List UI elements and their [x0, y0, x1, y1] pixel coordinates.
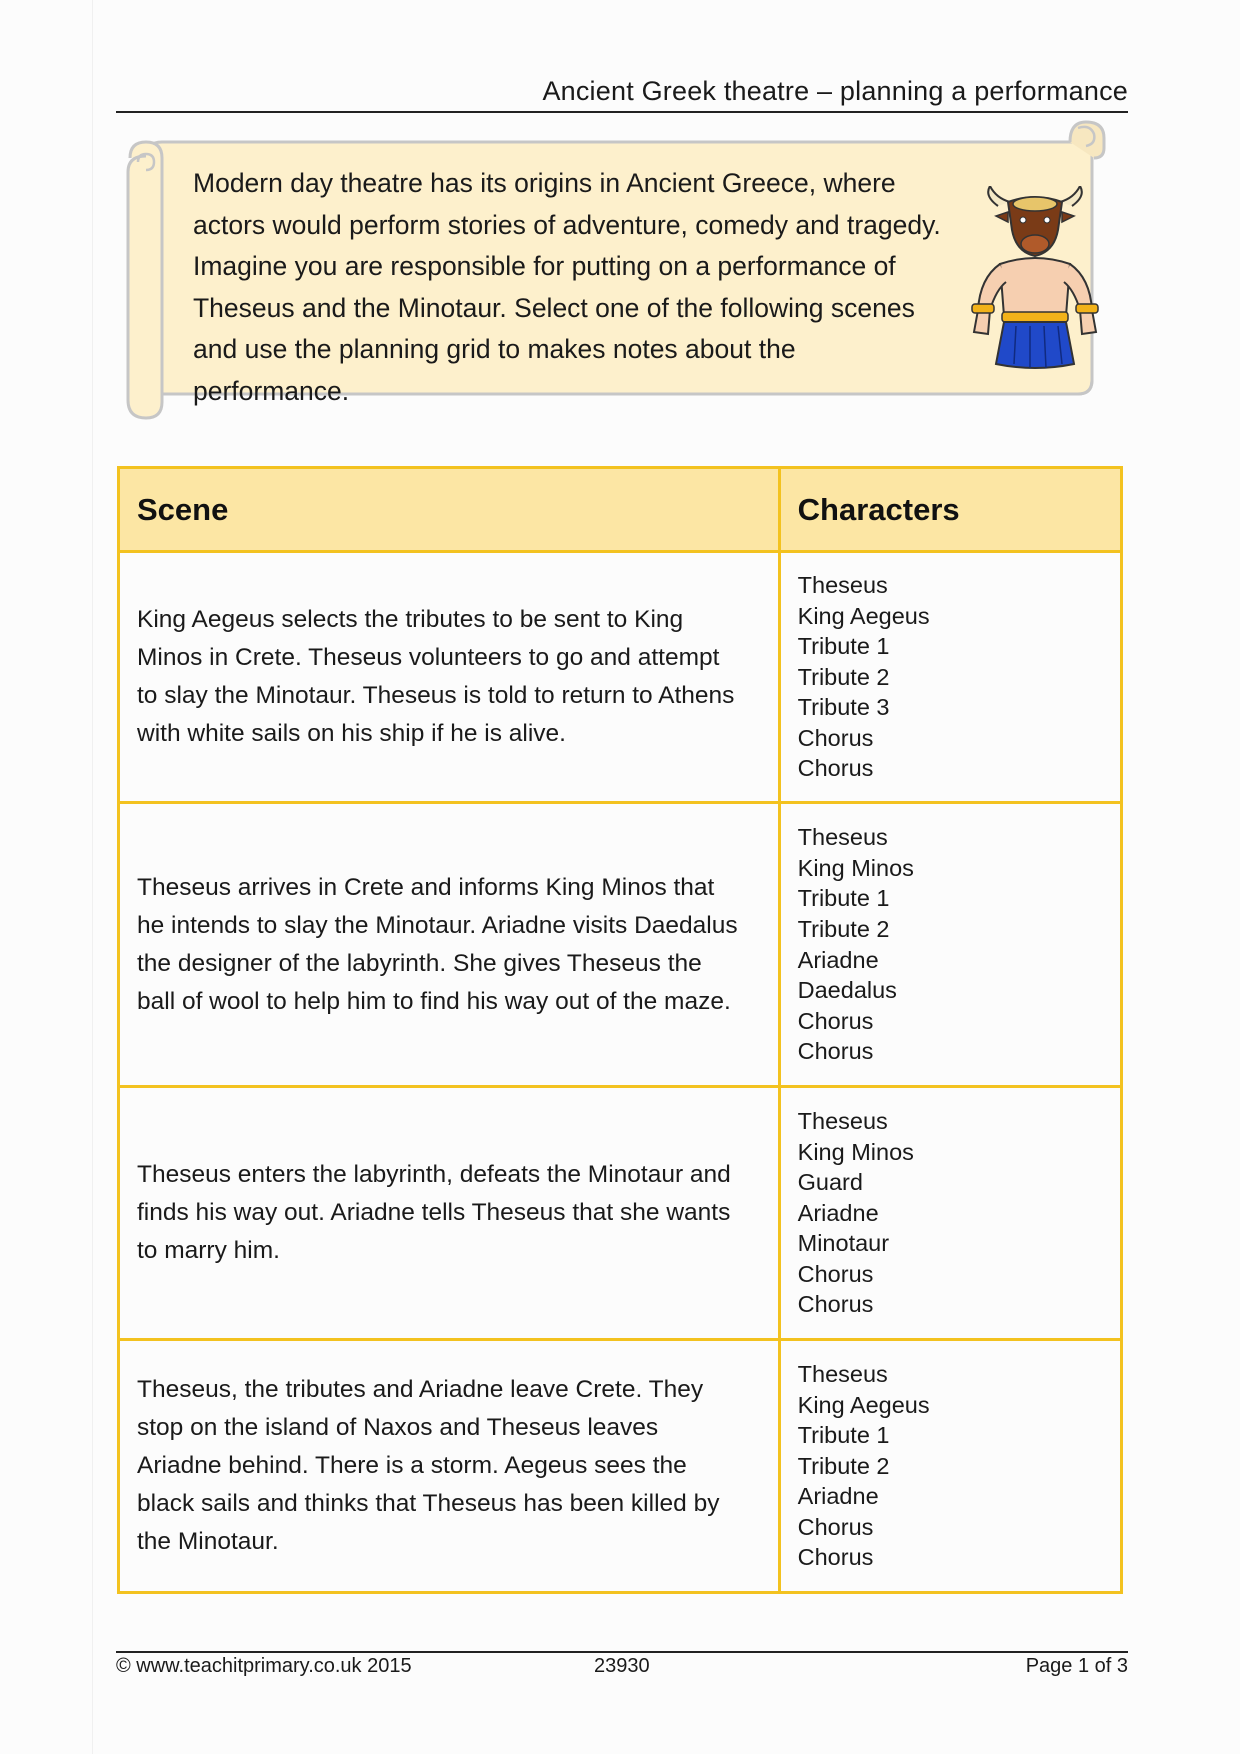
character-item: Theseus: [797, 571, 888, 598]
table-header-row: [119, 468, 1122, 552]
table-row: [119, 803, 1122, 1087]
table-row: [119, 1340, 1122, 1593]
scene-description: Theseus arrives in Crete and informs King Minos that he intends to slay the Minotaur. Ariadne visits Daedalus the designer of the labyrinth. She gives Theseus the ball of wool to help him to find his way out of the maze.: [119, 803, 780, 1087]
character-item: Guard: [797, 1169, 863, 1196]
character-item: Ariadne: [797, 946, 879, 973]
planning-table: [117, 466, 1123, 1594]
character-item: Chorus: [797, 1038, 874, 1065]
scene-description: Theseus enters the labyrinth, defeats the Minotaur and finds his way out. Ariadne tells Theseus that she wants to marry him.: [119, 1087, 780, 1340]
character-item: Daedalus: [797, 977, 897, 1004]
page-edge: [92, 0, 93, 1754]
character-item: Chorus: [797, 1544, 874, 1571]
scene-column-header: Scene: [119, 468, 780, 552]
character-list: [798, 822, 1120, 1067]
character-item: Chorus: [797, 1260, 874, 1287]
character-item: King Minos: [797, 854, 914, 881]
character-item: Chorus: [797, 1007, 874, 1034]
page-title: Ancient Greek theatre – planning a performance: [542, 76, 1128, 106]
character-item: Chorus: [797, 724, 874, 751]
character-item: Ariadne: [797, 1483, 879, 1510]
character-item: Tribute 1: [797, 633, 890, 660]
intro-line: Imagine you are responsible for putting on a performance of: [193, 251, 896, 281]
scene-description: Theseus, the tributes and Ariadne leave Crete. They stop on the island of Naxos and Theseus leaves Ariadne behind. There is a storm. Aegeus sees the black sails and thinks that Theseus has been killed by the Minotaur.: [119, 1340, 780, 1593]
minotaur-illustration: [960, 186, 1110, 386]
character-item: Tribute 2: [797, 915, 890, 942]
character-item: Tribute 3: [797, 694, 890, 721]
character-item: Theseus: [797, 1360, 888, 1387]
footer-page-number: Page 1 of 3: [1025, 1655, 1128, 1677]
intro-line: Modern day theatre has its origins in Ancient Greece, where: [193, 168, 896, 198]
scene-description: King Aegeus selects the tributes to be sent to King Minos in Crete. Theseus volunteers to go and attempt to slay the Minotaur. Theseus is told to return to Athens with white sails on his ship if he is alive.: [119, 552, 780, 803]
characters-cell: [779, 552, 1121, 803]
characters-cell: [779, 1340, 1121, 1593]
intro-line: Theseus and the Minotaur. Select one of the following scenes: [193, 292, 915, 323]
footer-divider: [116, 1651, 1128, 1653]
character-item: Ariadne: [797, 1199, 879, 1226]
characters-cell: [779, 803, 1121, 1087]
character-item: Tribute 2: [797, 663, 890, 690]
character-item: King Aegeus: [797, 602, 930, 629]
table-row: [119, 552, 1122, 803]
character-item: Tribute 1: [797, 885, 890, 912]
footer-copyright: © www.teachitprimary.co.uk 2015: [116, 1655, 412, 1677]
intro-paragraph: [193, 163, 963, 412]
intro-line: performance.: [193, 375, 350, 406]
characters-cell: [779, 1087, 1121, 1340]
character-item: Chorus: [797, 1513, 874, 1540]
character-item: King Aegeus: [797, 1391, 930, 1418]
character-item: Theseus: [797, 1107, 888, 1134]
character-list: [798, 1359, 1120, 1573]
intro-line: and use the planning grid to makes notes about the: [193, 334, 796, 364]
characters-column-header: Characters: [779, 468, 1121, 552]
character-list: [798, 570, 1120, 784]
header-divider: [116, 111, 1128, 113]
character-item: Theseus: [797, 824, 888, 851]
character-item: Chorus: [797, 1291, 874, 1318]
character-item: Minotaur: [797, 1230, 890, 1257]
character-item: Tribute 1: [797, 1422, 890, 1449]
character-item: Chorus: [797, 755, 874, 782]
table-row: [119, 1087, 1122, 1340]
character-item: Tribute 2: [797, 1452, 890, 1479]
character-item: King Minos: [797, 1138, 914, 1165]
footer-resource-code: 23930: [594, 1655, 650, 1677]
character-list: [798, 1106, 1120, 1320]
intro-line: actors would perform stories of adventure, comedy and tragedy.: [193, 209, 941, 240]
